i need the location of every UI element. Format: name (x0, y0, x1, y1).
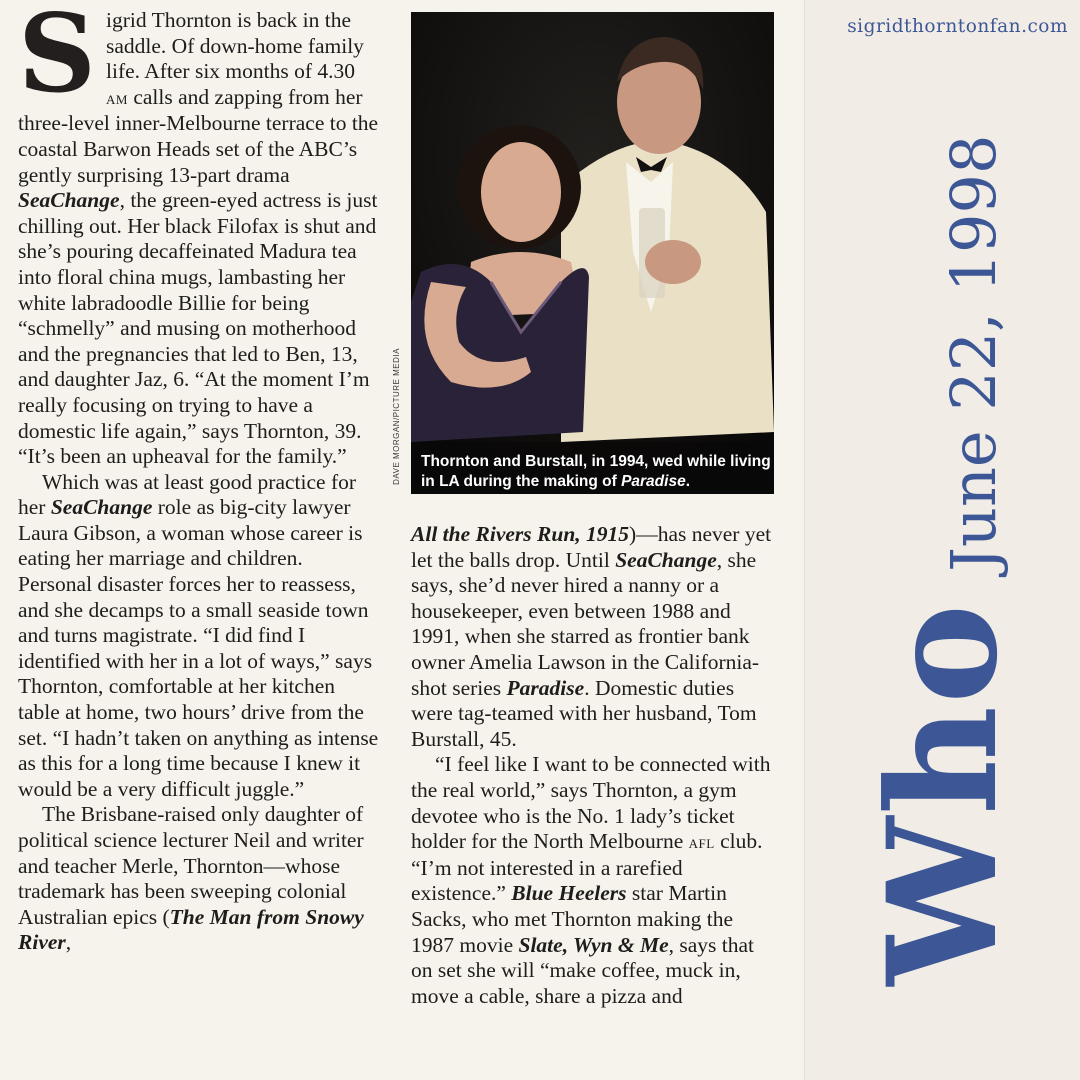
photo-illustration (411, 12, 774, 494)
drop-cap: S (18, 0, 96, 117)
photo-credit: DAVE MORGAN/PICTURE MEDIA (391, 348, 401, 485)
article-column-right (411, 522, 773, 1009)
photo-caption: Thornton and Burstall, in 1994, wed while living in LA during the making of Paradise. (421, 453, 771, 490)
side-panel (805, 0, 1080, 1080)
publication-date: June 22, 1998 (937, 134, 1010, 572)
article-column-left (18, 0, 380, 956)
couple-photo (411, 12, 774, 494)
article-paragraph-1: Sigrid Thornton is back in the saddle. Of down-home family life. After six months of 4.30 am calls and zapping from her three-level inner-Melbourne terrace to the coastal Barwon Heads set of the ABC’s gently surprising 13-part drama SeaChange, the green-eyed actress is just chilling out. Her black Filofax is shut and she’s pouring decaffeinated Madura tea into floral china mugs, lambasting her white labradoodle Billie for being “schmelly” and musing on motherhood and the pregnancies that led to Ben, 13, and daughter Jaz, 6. “At the moment I’m really focusing on trying to have a domestic life again,” says Thornton, 39. “It’s been an upheaval for the family.” (18, 0, 379, 469)
article-paragraph-2: Which was at least good practice for her SeaChange role as big-city lawyer Laura Gibson, a woman whose career is eating her marriage and children. Personal disaster forces her to reassess, and she decamps to a small seaside town and turns magistrate. “I did find I identified with her in a lot of ways,” says Thornton, comfortable at her kitchen table at home, two hours’ drive from the set. “I hadn’t taken on anything as intense as this for a long time because I knew it would be a very difficult juggle.” (18, 469, 379, 801)
article-paragraph-3-continued: All the Rivers Run, 1915)—has never yet let the balls drop. Until SeaChange, she says, she’d never hired a nanny or a housekeeper, even between 1988 and 1991, when she starred as frontier bank owner Amelia Lawson in the California-shot series Paradise. Domestic duties were tag-teamed with her husband, Tom Burstall, 45. (411, 522, 772, 751)
article-paragraph-3: The Brisbane-raised only daughter of political science lecturer Neil and writer and teacher Merle, Thornton—whose trademark has been sweeping colonial Australian epics (The Man from Snowy River, (18, 802, 364, 955)
publication-name: Who (855, 601, 1031, 986)
article-paragraph-4: “I feel like I want to be connected with the real world,” says Thornton, a gym devotee who is the No. 1 lady’s ticket holder for the North Melbourne afl club. “I’m not interested in a rarefied existence.” Blue Heelers star Martin Sacks, who met Thornton making the 1987 movie Slate, Wyn & Me, says that on set she will “make coffee, muck in, move a cable, share a pizza and (411, 752, 771, 1008)
site-url-link[interactable]: sigridthorntonfan.com (847, 16, 1068, 37)
